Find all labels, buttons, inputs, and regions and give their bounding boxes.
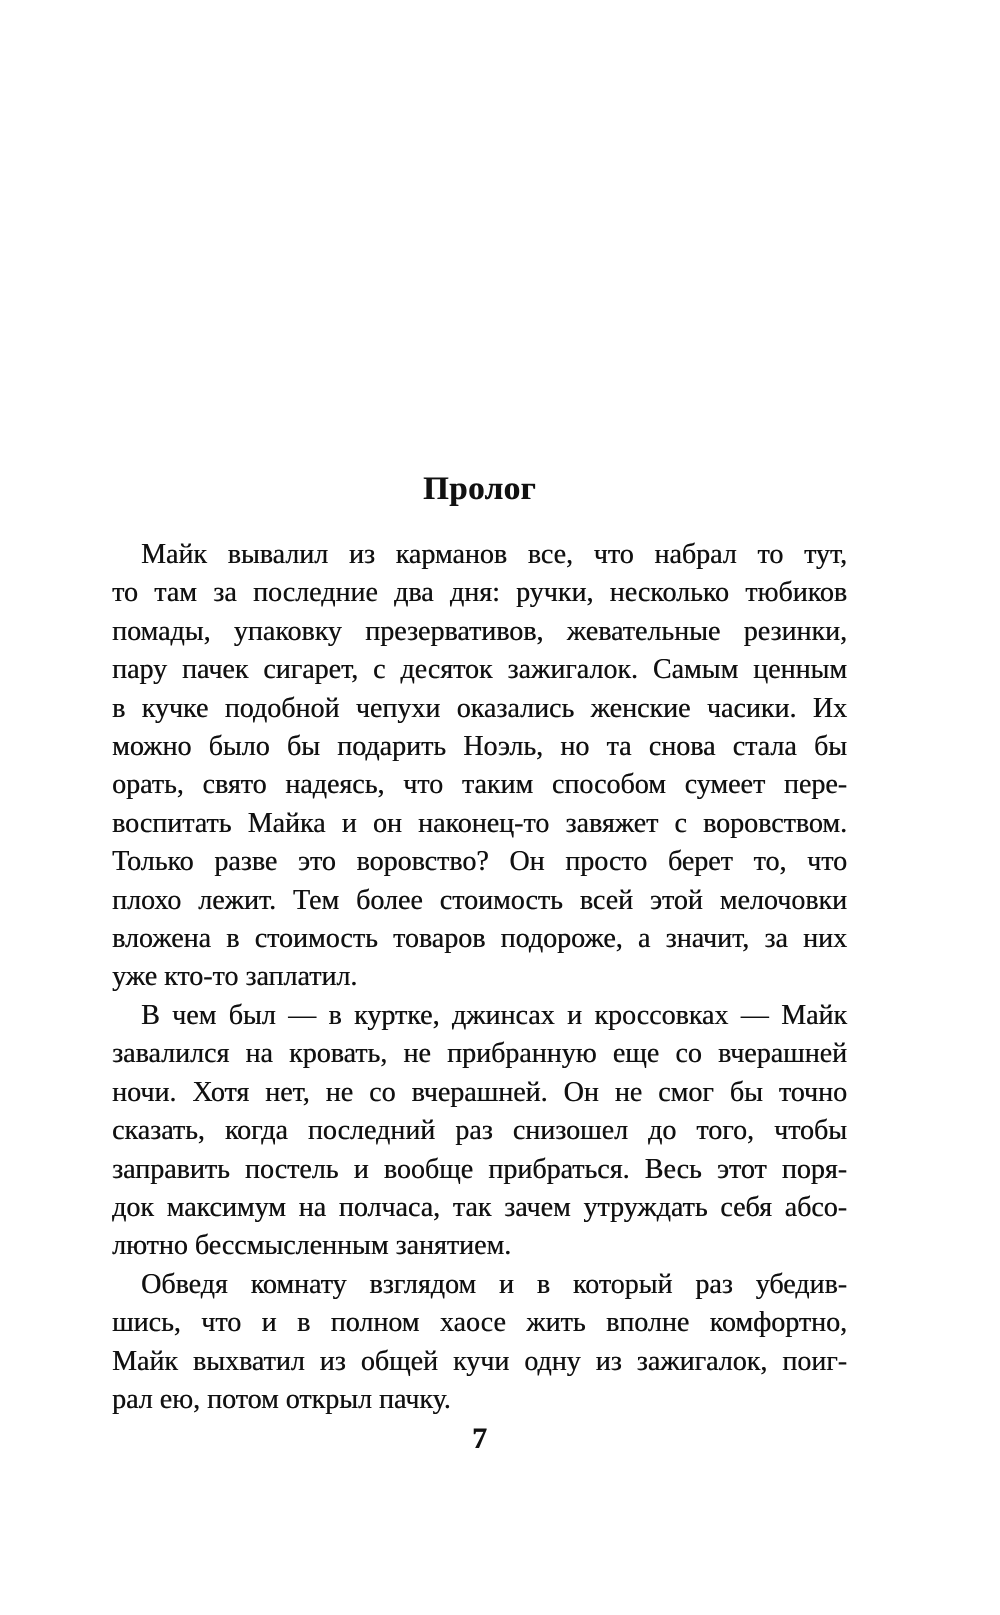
paragraph <box>112 997 847 1266</box>
text-line: орать, свято надеясь, что таким способом сумеет пере- <box>112 769 847 801</box>
chapter-heading: Пролог <box>422 471 537 507</box>
text-line: шись, что и в полном хаосе жить вполне комфортно, <box>112 1307 847 1339</box>
text-line: помады, упаковку презервативов, жевательные резинки, <box>112 615 847 647</box>
text-line: завалился на кровать, не прибранную еще со вчерашней <box>112 1038 847 1070</box>
text-line: Майк выхватил из общей кучи одну из зажигалок, поиг- <box>112 1345 847 1377</box>
paragraph <box>112 1266 847 1420</box>
text-line: сказать, когда последний раз снизошел до того, чтобы <box>112 1115 847 1147</box>
text-line: Только разве это воровство? Он просто берет то, что <box>112 846 847 878</box>
paragraph <box>112 536 847 997</box>
text-line: вложена в стоимость товаров подороже, а значит, за них <box>112 923 847 955</box>
text-line: плохо лежит. Тем более стоимость всей этой мелочовки <box>112 884 847 916</box>
text-line: пару пачек сигарет, с десяток зажигалок. Самым ценным <box>112 654 847 686</box>
text-line: Обведя комнату взглядом и в который раз убедив- <box>141 1268 847 1300</box>
text-line: в кучке подобной чепухи оказались женские часики. Их <box>112 692 847 724</box>
text-line: то там за последние два дня: ручки, несколько тюбиков <box>112 577 847 609</box>
page-number: 7 <box>472 1422 487 1456</box>
text-line: Майк вывалил из карманов все, что набрал то тут, <box>141 539 847 570</box>
text-line: воспитать Майка и он наконец-то завяжет с воровством. <box>112 807 847 839</box>
text-line: можно было бы подарить Ноэль, но та снова стала бы <box>112 731 847 763</box>
text-line: док максимум на полчаса, так зачем утруждать себя абсо- <box>112 1191 847 1223</box>
text-line: ночи. Хотя нет, не со вчерашней. Он не смог бы точно <box>112 1076 847 1108</box>
text-line: уже кто-то заплатил. <box>112 961 358 993</box>
text-line: лютно бессмысленным занятием. <box>112 1230 512 1262</box>
text-block <box>112 0 847 1459</box>
text-line: заправить постель и вообще прибраться. Весь этот поря- <box>112 1153 847 1185</box>
body-text <box>112 536 847 1419</box>
text-line: рал ею, потом открыл пачку. <box>112 1383 451 1415</box>
text-line: В чем был — в куртке, джинсах и кроссовках — Майк <box>141 999 847 1031</box>
